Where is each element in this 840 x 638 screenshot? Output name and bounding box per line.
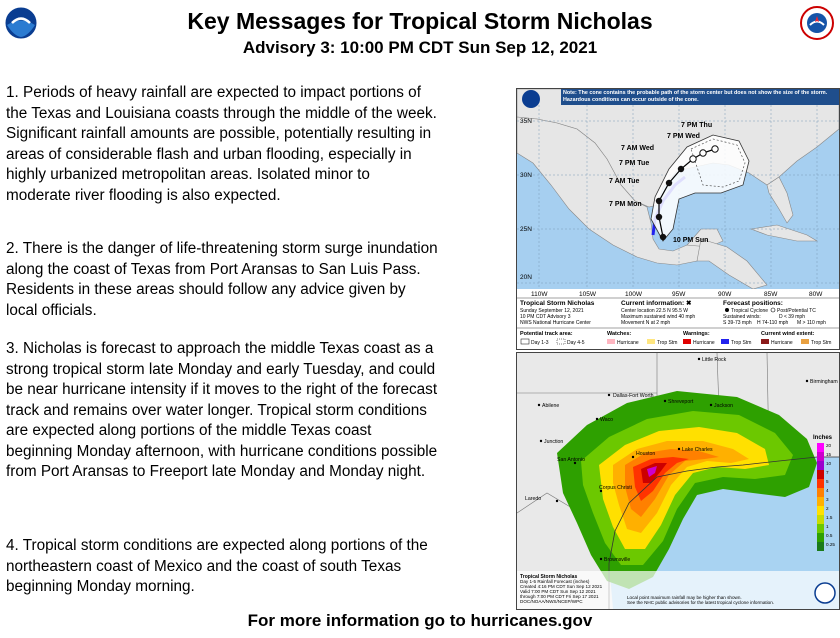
legend-storm-line: NWS National Hurricane Center — [520, 320, 591, 326]
legend-warning-item: Trop Stm — [731, 340, 752, 346]
legend-current-line: Center location 22.5 N 95.5 W — [621, 308, 688, 314]
legend-forecast-title: Forecast positions: — [723, 300, 783, 307]
cone-label-7pm-mon: 7 PM Mon — [609, 201, 642, 208]
city-label: Laredo — [525, 496, 542, 502]
cone-label-7pm-tue: 7 PM Tue — [619, 160, 650, 167]
legend-storm-line: 10 PM CDT Advisory 3 — [520, 314, 571, 320]
legend-forecast-item: Sustained winds: — [723, 314, 761, 320]
legend-storm-name: Tropical Storm Nicholas — [520, 300, 595, 307]
rain-scale-swatch — [817, 524, 824, 533]
lat-label: 35N — [520, 118, 532, 125]
rain-note-line: Local point maximum rainfall may be higher than shown. — [627, 595, 742, 600]
legend-forecast-item: H 74-110 mph — [757, 320, 789, 326]
city-label: Waco — [600, 417, 614, 423]
rainfall-graphic — [516, 352, 840, 610]
legend-current-line: Maximum sustained wind 40 mph — [621, 314, 696, 320]
rain-caption-line: through 7:00 PM CDT Fri Sep 17 2021 — [520, 594, 599, 599]
city-label: Junction — [544, 439, 564, 445]
lat-label: 25N — [520, 226, 532, 233]
key-message-4: 4. Tropical storm conditions are expected along portions of the northeastern coast of Mexico and the coast of south Texas beginning Monday morning. — [6, 537, 428, 595]
rain-scale-swatch — [817, 461, 824, 470]
rain-scale-label: 0.25 — [826, 542, 835, 547]
cone-label-7am-tue: 7 AM Tue — [609, 178, 640, 185]
key-message-1: 1. Periods of heavy rainfall are expected to impact portions of the Texas and Louisiana coasts through the middle of the week. Significant rainfall amounts are possible, potentially resulting in areas of considerable flash and urban flooding, especially in highly urbanized metropolitan areas. Isolated minor to moderate river flooding is also expected. — [6, 84, 437, 204]
rain-scale-swatch — [817, 533, 824, 542]
lon-label: 85W — [764, 291, 778, 298]
legend-wind-title: Current wind extent: — [761, 331, 815, 337]
rain-note-line: See the NHC public advisories for the latest tropical cyclone information. — [627, 600, 775, 605]
legend-watch-item: Trop Stm — [657, 340, 678, 346]
rain-scale-label: 10 — [826, 461, 832, 466]
legend-current-title: Current information: ✖ — [621, 300, 692, 307]
city-label: Jackson — [714, 403, 734, 409]
rain-caption-line: Valid 7:00 PM CDT Sun Sep 12 2021 — [520, 589, 596, 594]
city-label: Brownsville — [604, 557, 631, 563]
rain-scale-swatch — [817, 470, 824, 479]
legend-forecast-item: D < 39 mph — [779, 314, 805, 320]
rain-caption-title: Tropical Storm Nicholas — [520, 574, 578, 580]
legend-track-item: Day 1-3 — [531, 340, 549, 346]
cone-label-10pm-sun: 10 PM Sun — [673, 237, 709, 244]
lon-label: 95W — [672, 291, 686, 298]
city-label: Lake Charles — [682, 447, 713, 453]
city-label: Little Rock — [702, 357, 727, 363]
lat-label: 30N — [520, 172, 532, 179]
legend-track-item: Day 4-5 — [567, 340, 585, 346]
advisory-subtitle: Advisory 3: 10:00 PM CDT Sun Sep 12, 2021 — [242, 38, 598, 57]
key-message-2: 2. There is the danger of life-threatening storm surge inundation along the coast of Texas from Port Aransas to San Luis Pass. Residents in these areas should follow any advice given by local officials. — [6, 240, 438, 319]
rain-scale-label: 5 — [826, 479, 829, 484]
rain-scale-label: 7 — [826, 470, 829, 475]
rain-scale-swatch — [817, 542, 824, 551]
legend-track-title: Potential track area: — [520, 331, 573, 337]
legend-forecast-item: Tropical Cyclone — [731, 308, 769, 314]
rain-scale-swatch — [817, 515, 824, 524]
rain-scale-label: 1 — [826, 524, 829, 529]
rainfall-map — [517, 353, 839, 609]
rain-scale-title: Inches — [813, 435, 833, 441]
rain-scale-label: 4 — [826, 488, 829, 493]
cone-label-7am-wed: 7 AM Wed — [621, 145, 655, 152]
rain-scale-swatch — [817, 488, 824, 497]
city-label: San Antonio — [557, 457, 585, 463]
city-label: Houston — [636, 451, 656, 457]
legend-watches-title: Watches: — [607, 331, 632, 337]
lon-label: 100W — [625, 291, 642, 298]
cone-label-7pm-wed: 7 PM Wed — [667, 133, 700, 140]
nws-small-logo — [815, 583, 835, 603]
lon-label: 110W — [531, 291, 548, 298]
legend-forecast-item: Post/Potential TC — [777, 308, 816, 314]
city-label: Birmingham — [810, 379, 838, 385]
page-title: Key Messages for Tropical Storm Nicholas — [187, 8, 653, 34]
footer-link-text: For more information go to hurricanes.gov — [247, 611, 593, 630]
legend-warning-item: Hurricane — [693, 340, 715, 346]
city-label: Shreveport — [668, 399, 694, 405]
lon-label: 105W — [579, 291, 596, 298]
cone-label-7pm-thu: 7 PM Thu — [681, 122, 713, 129]
rain-scale-label: 3 — [826, 497, 829, 502]
legend-wind-item: Hurricane — [771, 340, 793, 346]
rain-scale-label: 2 — [826, 506, 829, 511]
cone-map — [517, 89, 839, 349]
cone-note: Note: The cone contains the probable path of the storm center but does not show the size of the storm. Hazardous conditions can occur outside of the cone. — [563, 90, 828, 103]
rain-scale-swatch — [817, 443, 824, 452]
lat-label: 20N — [520, 274, 532, 281]
rain-caption-line: Day 1-5 Rainfall Forecast (inches) — [520, 579, 590, 584]
city-label: Corpus Christi — [599, 485, 632, 491]
rain-scale-swatch — [817, 497, 824, 506]
lon-label: 80W — [809, 291, 823, 298]
rain-scale-label: 0.5 — [826, 533, 833, 538]
rain-scale-label: 15 — [826, 452, 832, 457]
legend-wind-item: Trop Stm — [811, 340, 832, 346]
legend-current-line: Movement N at 2 mph — [621, 320, 671, 326]
legend-forecast-item: S 39-73 mph — [723, 320, 752, 326]
noaa-small-logo — [522, 90, 540, 108]
legend-storm-line: Sunday September 12, 2021 — [520, 308, 584, 314]
rain-caption-line: Created 4:16 PM CDT Sun Sep 12 2021 — [520, 584, 603, 589]
rain-caption-line: DOC/NOAA/NWS/NCEP/WPC — [520, 599, 583, 604]
rain-scale-swatch — [817, 452, 824, 461]
legend-watch-item: Hurricane — [617, 340, 639, 346]
key-message-3: 3. Nicholas is forecast to approach the middle Texas coast as a strong tropical storm late Monday and early Tuesday, and could be near hurricane intensity if it moves to the right of the forecast track and remains over water longer. Tropical storm conditions are expected along portions of the middle Texas coast beginning Monday afternoon, with hurricane conditions possible from Port Aransas to Freeport late Monday and Monday night. — [6, 340, 438, 480]
city-label: Dallas-Fort Worth — [613, 393, 654, 399]
lon-label: 90W — [718, 291, 732, 298]
legend-warnings-title: Warnings: — [683, 331, 710, 337]
rain-scale-swatch — [817, 506, 824, 515]
legend-forecast-item: M > 110 mph — [797, 320, 826, 326]
rain-scale-swatch — [817, 479, 824, 488]
city-label: Abilene — [542, 403, 560, 409]
cone-graphic — [516, 88, 840, 350]
rain-scale-label: 1.5 — [826, 515, 833, 520]
rain-scale-label: 20 — [826, 443, 832, 448]
